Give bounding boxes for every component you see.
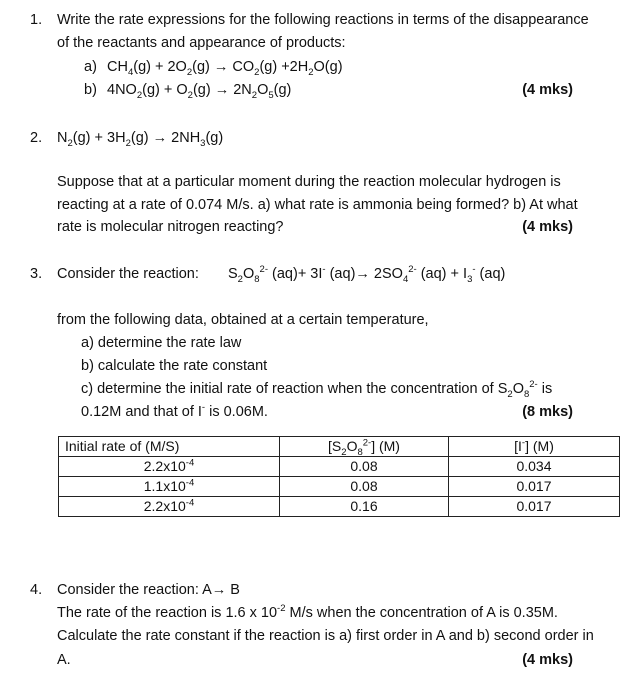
q2-line3: rate is molecular nitrogen reacting? <box>57 219 284 235</box>
cell-rate: $2.2x10^{-4}$ <box>59 457 280 477</box>
cell-iodide: 0.017 <box>449 497 620 517</box>
q3-part-c-line2: 0.12M and that of I- is 0.06M. <box>81 402 268 420</box>
q2-equation: $N_2(g) + 3H_2(g) \to 2NH_3(g)$ <box>57 130 224 149</box>
cell-rate: $2.2x10^{-4}$ <box>59 497 280 517</box>
cell-s2o8: 0.08 <box>280 477 449 497</box>
q4-line3: Calculate the rate constant if the reaction is a) first order in A and b) second order in <box>57 628 594 644</box>
header-iodide-conc: [I-] (M) <box>449 437 620 457</box>
q3-intro: Consider the reaction: <box>57 266 199 282</box>
q1-a-label: a) <box>84 59 97 75</box>
q1-b-equation: $4NO_2(g) + O_2(g) \to 2N_2O_5(g)$ <box>107 82 292 101</box>
q3-marks: (8 mks) <box>522 404 573 420</box>
cell-iodide: 0.034 <box>449 457 620 477</box>
q1-line2: of the reactants and appearance of products: <box>57 35 346 51</box>
q4-marks: (4 mks) <box>522 652 573 668</box>
cell-s2o8: 0.16 <box>280 497 449 517</box>
table-row <box>59 477 620 497</box>
q3-equation: $S_2O_8^{2-}$ (aq)+ 3I- $(aq)\to 2SO_4^{2-}$ $(aq) + I_3^-$ (aq) <box>228 264 506 285</box>
q1-b-label: b) <box>84 82 97 98</box>
q1-number: 1. <box>30 12 43 28</box>
q3-part-a: a) determine the rate law <box>81 335 242 351</box>
q2-marks: (4 mks) <box>522 219 573 235</box>
q4-line2: The rate of the reaction is 1.6 x $10^{-2}$ M/s when the concentration of A is 0.35M. <box>57 603 558 621</box>
cell-iodide: 0.017 <box>449 477 620 497</box>
cell-s2o8: 0.08 <box>280 457 449 477</box>
table-row <box>59 457 620 477</box>
cell-rate: $1.1x10^{-4}$ <box>59 477 280 497</box>
header-initial-rate: Initial rate of (M/S) <box>59 437 280 457</box>
q2-line1: Suppose that at a particular moment during the reaction molecular hydrogen is <box>57 174 561 190</box>
q4-line4: A. <box>57 652 71 668</box>
header-s2o8-conc: $[S_2O_8^{2-}]$ (M) <box>280 437 449 457</box>
q3-part-c-line1: c) determine the initial rate of reaction when the concentration of $S_2O_8^{2-}$ is <box>81 379 553 400</box>
q3-line1: from the following data, obtained at a certain temperature, <box>57 312 429 328</box>
q2-number: 2. <box>30 130 43 146</box>
q1-a-equation: $CH_4(g) + 2O_2(g) \to CO_2(g) +2H_2O(g)$ <box>107 59 343 78</box>
q3-number: 3. <box>30 266 43 282</box>
rate-data-table <box>58 436 620 517</box>
q1-marks: (4 mks) <box>522 82 573 98</box>
table-header-row <box>59 437 620 457</box>
q1-line1: Write the rate expressions for the following reactions in terms of the disappearance <box>57 12 589 28</box>
table-row <box>59 497 620 517</box>
q3-part-b: b) calculate the rate constant <box>81 358 268 374</box>
q4-line1: Consider the reaction: A→ B <box>57 582 240 598</box>
q4-number: 4. <box>30 582 43 598</box>
q2-line2: reacting at a rate of 0.074 M/s. a) what rate is ammonia being formed? b) At what <box>57 197 578 213</box>
